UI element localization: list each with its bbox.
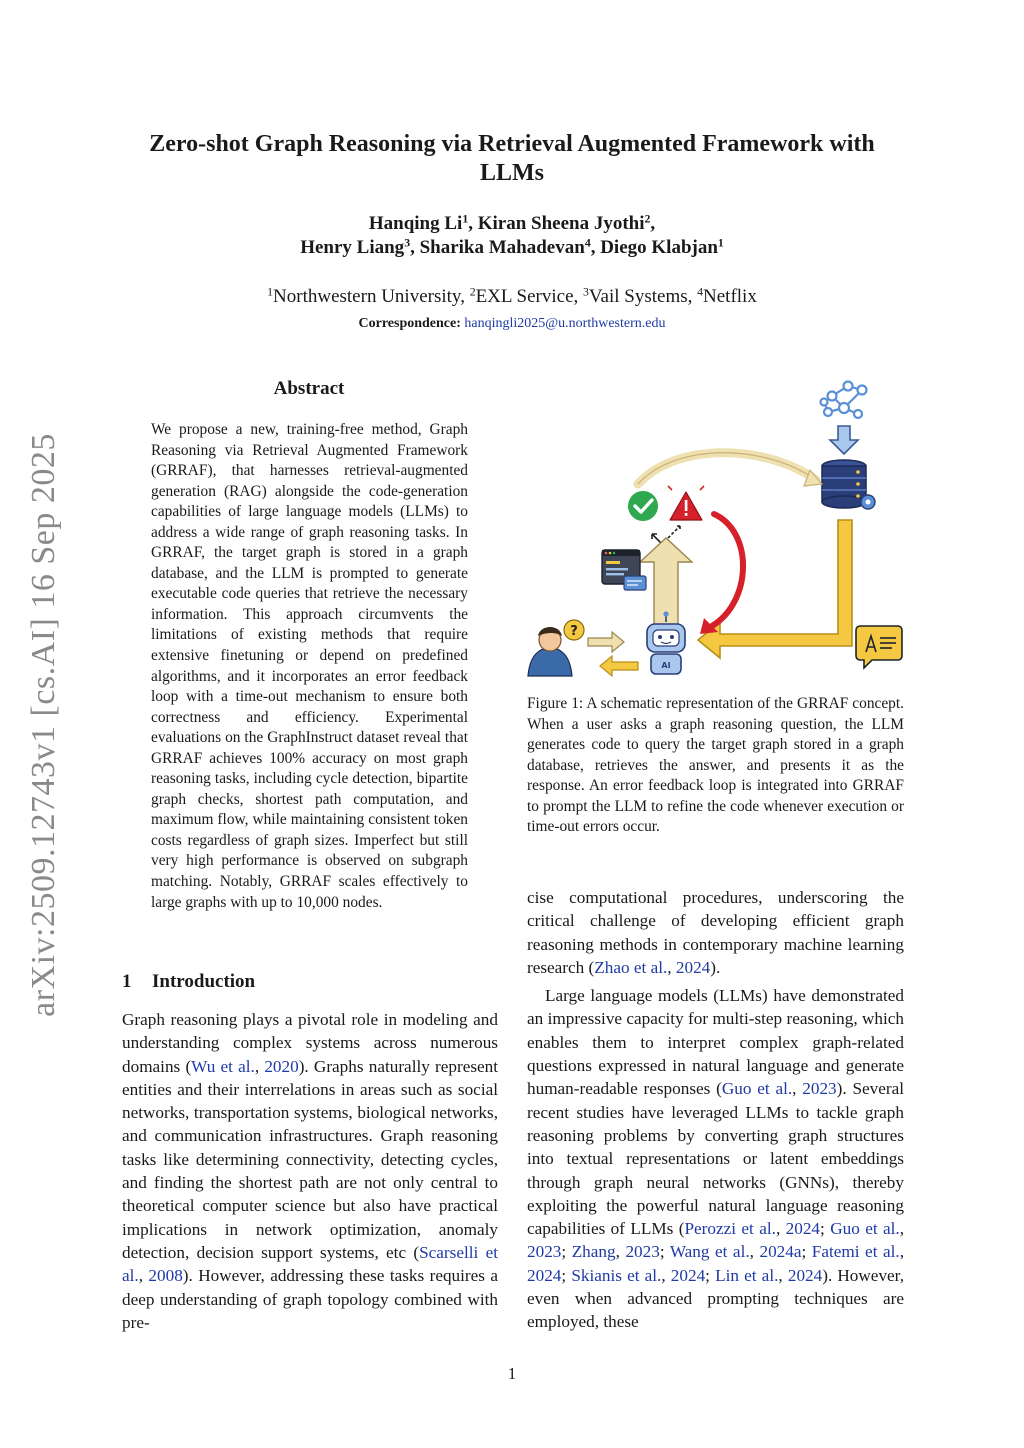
text-run: , (138, 1266, 149, 1286)
introduction-text (122, 1010, 498, 1332)
author-name: Hanqing Li (368, 213, 463, 234)
text-run: cise computational procedures, underscoring the critical challenge of developing efficient graph reasoning methods in contemporary machine learning research ( (527, 888, 904, 977)
introduction-text (527, 986, 904, 1331)
text-run: ; (705, 1265, 716, 1285)
section-number: 1 (122, 971, 132, 992)
figure-1-caption: Figure 1: A schematic representation of the GRRAF concept. When a user asks a graph reasoning question, the LLM generates code to query the target graph stored in a graph database, retrieves the answer, and presents it as the response. An error feedback loop is integrated into GRRAF to prompt the LLM to refine the code whenever execution or time-out errors occur. (527, 695, 904, 836)
text-run: , (899, 1219, 905, 1239)
author-affiliation-mark: 1 (717, 236, 724, 250)
citation-link[interactable]: 2024 (785, 1219, 821, 1239)
author-name: Diego Klabjan (600, 237, 718, 258)
graph-network-icon (821, 382, 867, 419)
text-run: ). However, even when advanced prompting techniques are employed, these (527, 1265, 904, 1332)
arxiv-identifier-stamp: arXiv:2509.12743v1 [cs.AI] 16 Sep 2025 (25, 433, 62, 1017)
citation-link[interactable]: Skianis et al. (571, 1265, 662, 1285)
citation-link[interactable]: Lin et al. (715, 1265, 779, 1285)
text-run: , (749, 1242, 760, 1262)
yellow-return-arrow (698, 520, 852, 658)
citation-link[interactable]: Guo et al. (721, 1079, 793, 1099)
correspondence-email-link[interactable]: hanqingli2025@u.northwestern.edu (464, 316, 666, 331)
author-line-1: Hanqing Li$^1$, Kiran Sheena Jyothi$^2$, (368, 212, 656, 234)
citation-link[interactable]: 2023 (625, 1242, 660, 1262)
author-affiliation-mark: 2 (644, 212, 651, 226)
error-warning-icon (668, 486, 704, 520)
citation-link[interactable]: 2023 (527, 1242, 562, 1262)
error-feedback-arrow (712, 514, 743, 626)
citation-link[interactable]: Zhang (571, 1242, 616, 1262)
citation-link[interactable]: Guo et al. (830, 1219, 900, 1239)
text-run: ). Graphs naturally represent entities and their interrelations in areas such as social networks, transportation systems, biological networks, and communication infrastructures. Graph reasoning tasks like determining connectivity, detecting cycles, and finding the shortest path are not only central to theoretical computer science but also have practical implications in network optimization, anomaly detection, decision support systems, etc ( (122, 1056, 499, 1262)
abstract-body: We propose a new, training-free method, Graph Reasoning via Retrieval Augmented Framework (GRRAF), that harnesses retrieval-augmented generation (RAG) alongside the code-generation capabilities of large language models (LLMs) to address a wide range of graph reasoning tasks. In GRRAF, the target graph is stored in a graph database, and the LLM is prompted to generate executable code queries that retrieve the necessary information. This approach circumvents the limitations of existing methods that require extensive finetuning or depend on predefined algorithms, and it incorporates an error feedback loop with a time-out mechanism to ensure both correctness and efficiency. Experimental evaluations on the GraphInstruct dataset reveal that GRRAF achieves 100% accuracy on most graph reasoning tasks, including cycle detection, bipartite graph checks, shortest path computation, and maximum flow, while maintaining consistent token costs regardless of graph sizes. Imperfect but still very high performance is observed on subgraph matching. Notably, GRRAF scales effectively to large graphs with up to 10,000 nodes. (151, 421, 468, 911)
text-run: , (254, 1056, 265, 1076)
citation-link[interactable]: 2024 (787, 1265, 823, 1285)
section-title: Introduction (152, 971, 256, 992)
affiliation-name: Vail Systems (588, 286, 688, 307)
affiliation-name: Netflix (703, 286, 757, 307)
author-affiliation-mark: 3 (404, 236, 411, 250)
author-affiliation-mark: 4 (584, 236, 591, 250)
text-run: ). However, addressing these tasks requires a deep understanding of graph topology combined with pre- (122, 1266, 498, 1332)
text-run: ; (561, 1242, 572, 1262)
user-to-llm-arrow (588, 632, 624, 652)
introduction-paragraph-continued (527, 886, 904, 979)
success-check-icon (628, 491, 658, 521)
author-name: Henry Liang (300, 237, 405, 258)
author-line-2: Henry Liang$^3$, Sharika Mahadevan$^4$, Diego Klabjan$^1$ (300, 236, 724, 258)
abstract-heading: Abstract (273, 378, 345, 399)
citation-link[interactable]: 2023 (802, 1079, 837, 1099)
citation-link[interactable]: 2024 (670, 1265, 706, 1285)
introduction-text (527, 888, 904, 977)
text-run: , (667, 957, 676, 977)
text-run: Graph reasoning plays a pivotal role in modeling and understanding complex systems across numerous domains ( (122, 1010, 498, 1076)
robot-ai-label: AI (661, 661, 671, 670)
introduction-right-column (527, 886, 904, 1334)
author-affiliation-mark: 1 (462, 212, 469, 226)
affiliation-mark: 1 (267, 285, 274, 299)
text-run: , (615, 1242, 626, 1262)
affiliation-name: EXL Service (475, 286, 574, 307)
introduction-paragraph-2 (527, 984, 904, 1333)
author-name: Sharika Mahadevan (419, 237, 585, 258)
citation-link[interactable]: Wu et al. (191, 1056, 255, 1076)
citation-link[interactable]: Zhao et al. (594, 957, 668, 977)
citation-link[interactable]: 2024 (675, 957, 711, 977)
citation-link[interactable]: Wang et al. (669, 1242, 750, 1262)
llm-to-user-arrow (600, 656, 638, 676)
text-run: , (661, 1265, 671, 1285)
text-run: Large language models (LLMs) have demonstrated an impressive capacity for multi-step reasoning, which enables them to interpret complex graph-related questions expressed in natural language and generate human-readable responses ( (527, 986, 904, 1099)
user-avatar-icon (528, 620, 584, 676)
text-run: , (775, 1219, 786, 1239)
text-run: ). Several recent studies have leveraged LLMs to tackle graph reasoning problems by converting graph structures into textual representations or latent embeddings through graph neural networks (GNNs), thereby exploiting the powerful natural language reasoning capabilities of LLMs ( (527, 1079, 904, 1239)
text-run: ; (820, 1219, 831, 1239)
page-number: 1 (507, 1364, 517, 1383)
citation-link[interactable]: Scarselli et al. (122, 1242, 498, 1286)
figure-1-schematic (526, 372, 906, 687)
affiliation-mark: 4 (697, 285, 704, 299)
text-run: ). (710, 957, 721, 977)
affiliation-mark: 3 (583, 285, 589, 299)
answer-speech-bubble-icon (856, 626, 902, 668)
graph-database-icon (822, 460, 875, 509)
citation-link[interactable]: Perozzi et al. (684, 1219, 776, 1239)
affiliation-name: Northwestern University (273, 286, 461, 307)
text-run: , (792, 1079, 803, 1099)
citation-link[interactable]: 2024a (759, 1242, 802, 1262)
text-run: , (899, 1242, 904, 1262)
paper-title-line-1: Zero-shot Graph Reasoning via Retrieval Augmented Framework with (149, 131, 875, 157)
section-heading-introduction (122, 971, 502, 993)
text-run: ; (659, 1242, 670, 1262)
citation-link[interactable]: Fatemi et al. (811, 1242, 900, 1262)
text-run: ; (561, 1265, 572, 1285)
text-run: , (778, 1265, 788, 1285)
code-window-icon (602, 550, 646, 590)
down-arrow-icon (830, 426, 858, 454)
llm-robot-icon (647, 611, 685, 674)
paper-title (100, 130, 924, 188)
correspondence-line (150, 315, 874, 333)
citation-link[interactable]: 2020 (264, 1056, 299, 1076)
affiliation-list: $^1$Northwestern University, $^2$EXL Service, $^3$Vail Systems, $^4$Netflix (267, 285, 757, 307)
author-list (150, 212, 874, 260)
paper-title-line-2: LLMs (479, 160, 544, 186)
introduction-paragraph-1 (122, 1008, 498, 1334)
text-run: ; (801, 1242, 812, 1262)
correspondence-label: Correspondence: (358, 316, 461, 331)
author-name: Kiran Sheena Jyothi (477, 213, 645, 234)
citation-link[interactable]: 2024 (527, 1265, 562, 1285)
curved-arrow-to-database (638, 453, 816, 484)
citation-link[interactable]: 2008 (148, 1266, 183, 1286)
affiliation-mark: 2 (469, 285, 476, 299)
question-mark-text: ? (570, 624, 578, 639)
